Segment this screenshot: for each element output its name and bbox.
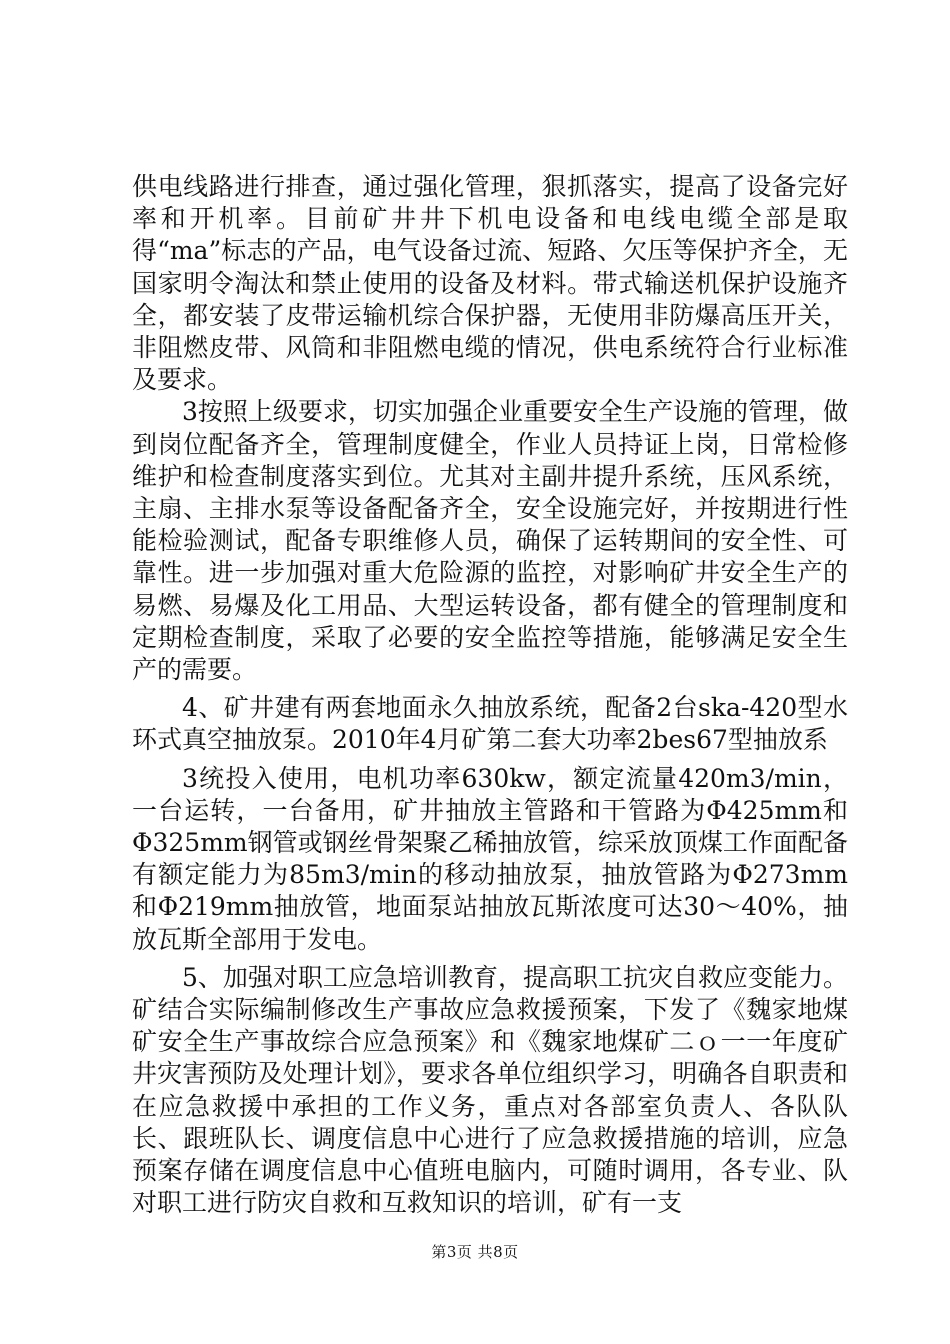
- paragraph-safety-facilities: 3按照上级要求，切实加强企业重要安全生产设施的管理，做到岗位配备齐全，管理制度健全，作业人员持证上岗，日常检修维护和检查制度落实到位。尤其对主副井提升系统，压风系统，主扇、主排水泵等设备配备齐全，安全设施完好，并按期进行性能检验测试，配备专职维修人员，确保了运转期间的安全性、可靠性。进一步加强对重大危险源的监控，对影响矿井安全生产的易燃、易爆及化工用品、大型运转设备，都有健全的管理制度和定期检查制度，采取了必要的安全监控等措施，能够满足安全生产的需要。: [132, 397, 848, 685]
- document-body: [132, 171, 848, 1220]
- paragraph-drainage-system: 4、矿井建有两套地面永久抽放系统，配备2台ska-420型水环式真空抽放泵。2010年4月矿第二套大功率2bes67型抽放系: [132, 693, 848, 755]
- page-number-footer: 第3页 共8页: [431, 1243, 519, 1261]
- paragraph-power-supply: 供电线路进行排查，通过强化管理，狠抓落实，提高了设备完好率和开机率。目前矿井井下机电设备和电线电缆全部是取得“ma”标志的产品，电气设备过流、短路、欠压等保护齐全，无国家明令淘汰和禁止使用的设备及材料。带式输送机保护设施齐全，都安装了皮带运输机综合保护器，无使用非防爆高压开关，非阻燃皮带、风筒和非阻燃电缆的情况，供电系统符合行业标准及要求。: [132, 172, 848, 395]
- paragraph-drainage-details: 3统投入使用，电机功率630kw，额定流量420m3/min，一台运转，一台备用，矿井抽放主管路和干管路为Φ425mm和Φ325mm钢管或钢丝骨架聚乙稀抽放管，综采放顶煤工作面配备有额定能力为85m3/min的移动抽放泵，抽放管路为Φ273mm和Φ219mm抽放管，地面泵站抽放瓦斯浓度可达30～40%，抽放瓦斯全部用于发电。: [132, 763, 848, 954]
- paragraph-emergency-training: 5、加强对职工应急培训教育，提高职工抗灾自救应变能力。矿结合实际编制修改生产事故应急救援预案，下发了《魏家地煤矿安全生产事故综合应急预案》和《魏家地煤矿二ｏ一一年度矿井灾害预防及处理计划》，要求各单位组织学习，明确各自职责和在应急救援中承担的工作义务，重点对各部室负责人、各队队长、跟班队长、调度信息中心进行了应急救援措施的培训，应急预案存储在调度信息中心值班电脑内，可随时调用，各专业、队对职工进行防灾自救和互救知识的培训，矿有一支: [132, 962, 848, 1218]
